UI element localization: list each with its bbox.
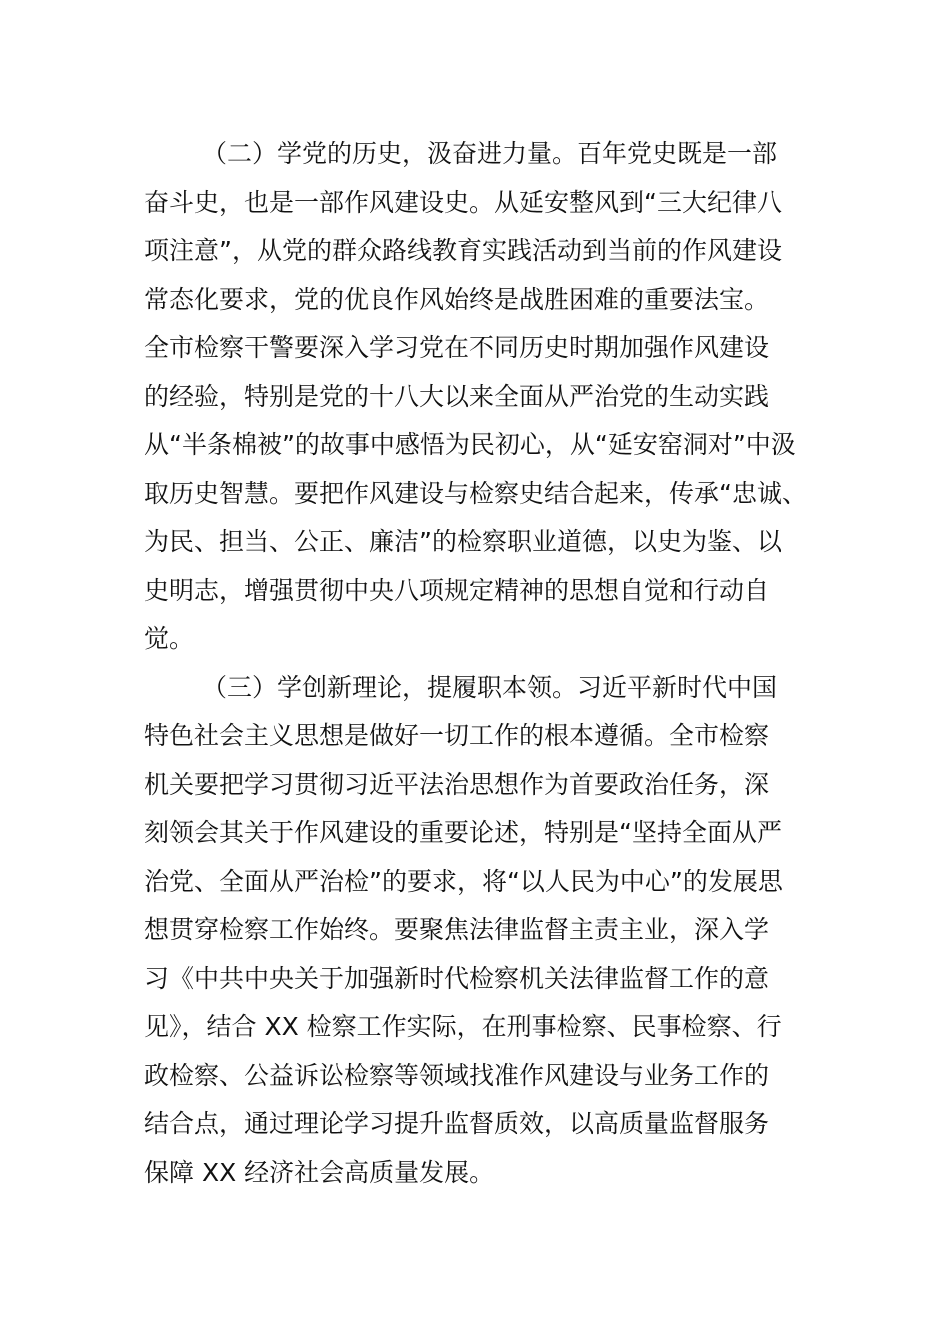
paragraph-line: （三）学创新理论，提履职本领。习近平新时代中国 [202,672,778,702]
paragraph-line: 的经验，特别是党的十八大以来全面从严治党的生动实践 [144,381,770,411]
paragraph-line: 史明志，增强贯彻中央八项规定精神的思想自觉和行动自 [144,575,770,605]
paragraph-line: 刻领会其关于作风建设的重要论述，特别是“坚持全面从严 [144,818,782,847]
paragraph-line: 项注意”，从党的群众路线教育实践活动到当前的作风建设 [144,236,782,265]
paragraph-line: 觉。 [144,624,195,653]
paragraph-line: 保障 XX 经济社会高质量发展。 [144,1157,495,1187]
paragraph-line: 从“半条棉被”的故事中感悟为民初心，从“延安窑洞对”中汲 [144,430,796,459]
paragraph-line: 见》，结合 XX 检察工作实际，在刑事检察、民事检察、行 [144,1012,782,1041]
document-body [144,130,819,1197]
paragraph-line: 机关要把学习贯彻习近平法治思想作为首要政治任务，深 [144,769,770,799]
paragraph-line: 全市检察干警要深入学习党在不同历史时期加强作风建设 [144,333,770,362]
paragraph-line: 结合点，通过理论学习提升监督质效，以高质量监督服务 [144,1109,770,1138]
paragraph-line: 治党、全面从严治检”的要求，将“以人民为中心”的发展思 [144,866,783,896]
paragraph-line: （二）学党的历史，汲奋进力量。百年党史既是一部 [202,139,778,168]
paragraph-line: 政检察、公益诉讼检察等领域找准作风建设与业务工作的 [144,1060,770,1090]
paragraph-line: 奋斗史，也是一部作风建设史。从延安整风到“三大纪律八 [144,187,782,217]
paragraph-theory [144,664,819,1198]
paragraph-history [144,130,819,664]
paragraph-line: 为民、担当、公正、廉洁”的检察职业道德，以史为鉴、以 [144,527,782,556]
paragraph-line: 想贯穿检察工作始终。要聚焦法律监督主责主业，深入学 [144,915,770,944]
paragraph-line: 常态化要求，党的优良作风始终是战胜困难的重要法宝。 [144,284,770,314]
paragraph-line: 特色社会主义思想是做好一切工作的根本遵循。全市检察 [144,721,770,750]
paragraph-line: 习《中共中央关于加强新时代检察机关法律监督工作的意 [144,963,770,993]
paragraph-line: 取历史智慧。要把作风建设与检察史结合起来，传承“忠诚、 [144,478,807,508]
